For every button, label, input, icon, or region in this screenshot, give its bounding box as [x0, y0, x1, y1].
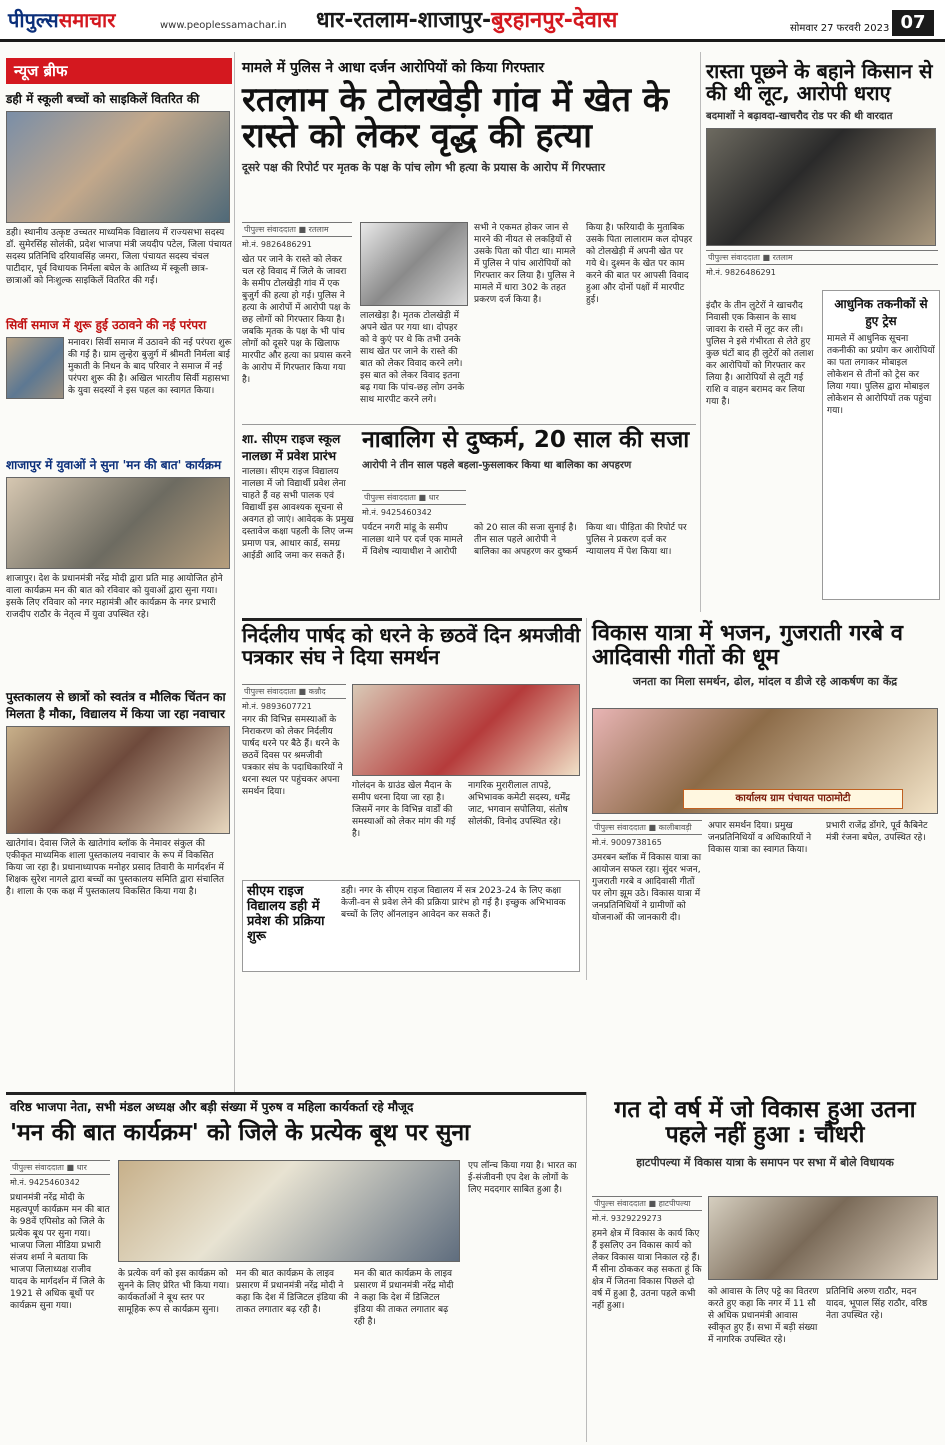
- choudhary-story: [592, 1098, 938, 1170]
- lead-body-1: खेत पर जाने के रास्ते को लेकर चल रहे विवाद में जिले के जावरा के समीप टोलखेड़ी गांव में एक बुजुर्ग की हत्या हो गई। पुलिस ने हत्या के आरोपों में आरोपी पक्ष के छह लोगों को गिरफ्तार किया है। जबकि मृतक के पक्ष के भी पांच लोगों को दूसरे पक्ष के खिलाफ मारपीट और हत्या का प्रयास करने के आरोप में गिरफ्तार किया गया है।: [242, 255, 352, 385]
- cities-red: बुरहानपुर-देवास: [491, 8, 618, 33]
- school-body: नालछा। सीएम राइज विद्यालय नालछा में जो विद्यार्थी प्रवेश लेना चाहते हैं वह सभी पालक एवं विद्यार्थी इस आवश्यक सूचना से अवगत हो जाएं। आवेदक के प्रमुख दस्तावेज कक्षा पहली के लिए जन्म प्रमाण पत्र, आधार कार्ड, समग्र आईडी आदि जमा कर सकते हैं।: [242, 467, 354, 561]
- councillor-headline: निर्दलीय पार्षद को धरने के छठवें दिन श्रमजीवी पत्रकार संघ ने दिया समर्थन: [242, 623, 581, 669]
- councillor-body-3: नागरिक मुरारीलाल तापड़े, अभिभावक कमेटी सदस्य, धर्मेंद्र जाट, भगवान सपोलिया, संतोष सोलंकी, विनोद उपस्थित रहे।: [468, 781, 570, 827]
- story-body: डही। स्थानीय उत्कृष्ट उच्चतर माध्यमिक विद्यालय में राज्यसभा सदस्य डॉ. सुमेरसिंह सोलंकी, प्रदेश भाजपा मंत्री जयदीप पटेल, जिला पंचायत सदस्य प्रतिनिधि दरियावसिंह जमरा, जिला पंचायत सदस्य चंचल पाटीदार, पूर्व विधायक निर्मला बघेल के आतिथ्य में स्कूली छात्र-छात्राओं को निःशुल्क साइकिलें वितरित की गईं।: [6, 228, 232, 286]
- nalchha-school-story: [242, 430, 354, 464]
- councillor-byline-block: [242, 684, 346, 712]
- rape-body: पर्यटन नगरी मांडू के समीप नालछा थाने पर दर्ज एक मामले में विशेष न्यायाधीश ने आरोपी को 20 साल की सजा सुनाई है। तीन साल पहले आरोपी ने बालिका का अपहरण कर दुष्कर्म किया था। पीड़िता की रिपोर्ट पर पुलिस ने प्रकरण दर्ज कर न्यायालय में पेश किया था।: [362, 523, 687, 557]
- mkb-body-3b: मन की बात कार्यक्रम के लाइव प्रसारण में प्रधानमंत्री नरेंद्र मोदी ने कहा कि देश में डिजिटल इंडिया की ताकत लगातार बढ़ रही है।: [354, 1269, 454, 1327]
- issue-date: सोमवार 27 फरवरी 2023: [790, 23, 890, 34]
- councillor-byline: पीपुल्स संवाददाता ■ कन्नौद: [242, 684, 346, 699]
- sidebar-story-3: [6, 456, 232, 693]
- rape-headline: नाबालिग से दुष्कर्म, 20 साल की सजा: [362, 427, 690, 453]
- councillor-body-2: गोलंदन के ग्राउंड खेल मैदान के समीप धरना दिया जा रहा है। जिसमें नगर के विभिन्न वार्डों की समस्याओं को लेकर मांग की गई है।: [352, 781, 456, 839]
- vikas-yatra-photo: [592, 708, 938, 814]
- robbery-body: इंदौर के तीन लुटेरों ने खाचरौद निवासी एक किसान के साथ जावरा के रास्ते में लूट कर ली। पुलिस ने इसे गंभीरता से लेते हुए कुछ घंटों बाद ही लुटेरों को तलाश कर आरोपियों को गिरफ्तार कर लिया है। आरोपियों से लूटी गई राशि व वाहन बरामद कर लिया गया है।: [706, 301, 814, 407]
- lead-body-2: लालखेड़ा है। मृतक टोलखेड़ी में अपने खेत पर गया था। दोपहर को वे कुएं पर थे कि तभी उनके साथ खेत पर जाने के रास्ते की बात को लेकर विवाद करने लगे। इस बात को लेकर विवाद इतना बढ़ गया कि पांच-छह लोग उनके साथ मारपीट करने लगे।: [360, 311, 465, 405]
- library-photo: [6, 726, 230, 834]
- logo-main: पीपुल्स: [8, 8, 59, 32]
- sidebar-story-4: [6, 688, 232, 994]
- choudhary-rally-photo: [708, 1196, 938, 1280]
- lead-byline-block: [242, 222, 352, 424]
- rape-byline-block: [362, 490, 466, 518]
- robbery-mobile: मो.नं. 9826486291: [706, 268, 776, 277]
- choudhary-body-3: प्रतिनिधि अरुण राठौर, मदन यादव, भूपाल सिंह राठौर, वरिष्ठ नेता उपस्थित रहे।: [826, 1287, 928, 1321]
- mann-ki-baat-story: [10, 1098, 580, 1146]
- school-cycle-photo: [6, 111, 230, 223]
- mkb-kicker: वरिष्ठ भाजपा नेता, सभी मंडल अध्यक्ष और बड़ी संख्या में पुरुष व महिला कार्यकर्ता रहे मौजूद: [10, 1100, 414, 1114]
- vikas-byline: पीपुल्स संवाददाता ■ कालीबावड़ी: [592, 820, 702, 835]
- arrested-accused-photo: [706, 128, 936, 246]
- vikas-dek: जनता का मिला समर्थन, ढोल, मांदल व डीजे रहे आकर्षण का केंद्र: [632, 675, 898, 689]
- lead-dek: दूसरे पक्ष की रिपोर्ट पर मृतक के पक्ष के पांच लोग भी हत्या के प्रयास के आरोप में गिरफ्तार: [242, 161, 605, 175]
- protest-photo: [352, 684, 580, 776]
- rape-byline: पीपुल्स संवाददाता ■ धार: [362, 490, 466, 505]
- vikas-body-1: उमरबन ब्लॉक में विकास यात्रा का आयोजन सफल रहा। सुंदर भजन, गुजराती गरबे व आदिवासी गीतों पर लोग झूम उठे। विकास यात्रा में जनप्रतिनिधियों ने ग्रामीणों को योजनाओं की जानकारी दी।: [592, 853, 702, 923]
- mkb-body-2: के प्रत्येक वर्ग को इस कार्यक्रम को सुनने के लिए प्रेरित भी किया गया। कार्यकर्ताओं ने बूथ स्तर पर सामूहिक रूप से कार्यक्रम सुना।: [118, 1269, 230, 1315]
- divider: [586, 618, 587, 980]
- news-brief-title: न्यूज ब्रीफ: [6, 58, 232, 84]
- portrait-photo: [6, 337, 64, 399]
- robbery-byline: पीपुल्स संवाददाता ■ रतलाम: [706, 250, 938, 265]
- choudhary-byline: पीपुल्स संवाददाता ■ हाटपीपल्या: [592, 1196, 702, 1211]
- lead-kicker: मामले में पुलिस ने आधा दर्जन आरोपियों को किया गिरफ्तार: [242, 60, 545, 76]
- councillor-mobile: मो.नं. 9893607721: [242, 702, 312, 711]
- newspaper-logo[interactable]: [8, 6, 115, 33]
- story-body: खातेगांव। देवास जिले के खातेगांव ब्लॉक के नेमावर संकुल की एकीकृत माध्यमिक शाला पुस्तकालय नवाचार के रूप में विकसित किया जा रहा है। प्रधानाध्यापक मनोहर प्रसाद तिवारी के मार्गदर्शन में शिक्षक सुरेश नागले द्वारा बच्चों का पुस्तकालय समिति द्वारा संचालित है। शाला के एक कक्ष में पुस्तकालय विकसित किया गया है।: [6, 839, 225, 897]
- cm-rise-dahi-box: [242, 880, 580, 972]
- website-link[interactable]: www.peoplessamachar.in: [160, 20, 287, 31]
- rape-story: [362, 428, 696, 471]
- lead-body-3: सभी ने एकमत होकर जान से मारने की नीयत से लकड़ियों से उसके पिता को पीटा था। मामले में पुलिस ने पांच आरोपियों को गिरफ्तार कर लिया है। पुलिस ने मामले में धारा 302 के तहत प्रकरण दर्ज किया है।: [474, 223, 576, 305]
- choudhary-dek: हाटपीपल्या में विकास यात्रा के समापन पर सभा में बोले विधायक: [636, 1155, 894, 1169]
- mkb-group-photo: [118, 1160, 460, 1262]
- vikas-yatra-story: [592, 622, 938, 689]
- vikas-byline-block: [592, 820, 702, 848]
- story-headline: डही में स्कूली बच्चों को साइकिलें वितरित की: [6, 92, 200, 106]
- cities-black: धार-रतलाम-शाजापुर-: [316, 8, 492, 33]
- choudhary-body-1: हमने क्षेत्र में विकास के कार्य किए हैं इसलिए उन विकास कार्य को लेकर विकास यात्रा निकाल रहे हैं। मैं सीना ठोककर कह सकता हूं कि क्षेत्र में जितना विकास पिछले दो वर्ष में हुआ है, उतना पहले कभी नहीं हुआ।: [592, 1229, 702, 1311]
- lead-mobile: मो.नं. 9826486291: [242, 240, 312, 249]
- mkb-body-1: प्रधानमंत्री नरेंद्र मोदी के महत्वपूर्ण कार्यक्रम मन की बात के 98वें एपिसोड को जिले के प्रत्येक बूथ पर सुना गया। भाजपा जिला मीडिया प्रभारी संजय शर्मा ने बताया कि भाजपा जिलाध्यक्ष राजीव यादव के मार्गदर्शन में जिले के 1921 से अधिक बूथों पर कार्यक्रम सुना गया।: [10, 1193, 110, 1311]
- choudhary-byline-block: [592, 1196, 702, 1224]
- divider: [586, 1092, 587, 1442]
- logo-accent: समाचार: [58, 8, 116, 32]
- sidebar-story-1: [6, 90, 232, 323]
- vikas-body-3: प्रभारी राजेंद्र डोंगरे, पूर्व कैबिनेट मंत्री रंजना बघेल, उपस्थित रहे।: [826, 821, 928, 843]
- story-headline: शाजापुर में युवाओं ने सुना 'मन की बात' कार्यक्रम: [6, 458, 222, 472]
- tech-box-body: मामले में आधुनिक सूचना तकनीकी का प्रयोग कर आरोपियों का पता लगाकर मोबाइल लोकेशन से तीनों को ट्रेस कर लिया गया। पुलिस द्वारा मोबाइल लोकेशन से आरोपियों तक पहुंचा गया।: [827, 334, 935, 416]
- divider: [6, 1092, 586, 1095]
- crime-scene-photo: [360, 222, 468, 306]
- lead-byline: पीपुल्स संवाददाता ■ रतलाम: [242, 222, 352, 237]
- masthead: [0, 0, 945, 42]
- panchayat-banner: कार्यालय ग्राम पंचायत पाठामोटी: [683, 789, 903, 809]
- right-divider: [700, 52, 701, 612]
- divider: [242, 424, 696, 425]
- sidebar-story-2: [6, 316, 232, 447]
- cm-rise-body: डही। नगर के सीएम राइज विद्यालय में सत्र 2023-24 के लिए कक्षा केजी-वन से प्रवेश लेने की प्रक्रिया प्रारंभ हो गई है। इच्छुक अभिभावक बच्चों के लिए ऑनलाइन आवेदन कर सकते हैं।: [341, 886, 566, 920]
- school-headline: शा. सीएम राइज स्कूल नालछा में प्रवेश प्रारंभ: [242, 432, 341, 463]
- choudhary-body-2: को आवास के लिए पट्टे का वितरण करते हुए कहा कि नगर में 11 सौ से अधिक प्रधानमंत्री आवास स्वीकृत हुए हैं। सभा में बड़ी संख्या में नागरिक उपस्थित रहे।: [708, 1287, 819, 1345]
- vikas-mobile: मो.नं. 9009738165: [592, 838, 662, 847]
- rape-dek: आरोपी ने तीन साल पहले बहला-फुसलाकर किया था बालिका का अपहरण: [362, 460, 632, 472]
- lead-body-4: किया है। फरियादी के मुताबिक उसके पिता लालाराम कल दोपहर को टोलखेड़ी में अपनी खेत पर गये थे। दुश्मन के खेत पर काम करने की बात पर आपसी विवाद हुआ और दोनों पक्षों में मारपीट हुई।: [586, 223, 693, 305]
- councillor-story: [242, 624, 582, 668]
- sidebar-divider: [234, 52, 235, 1092]
- page-cities-header: [316, 4, 617, 34]
- divider: [242, 618, 582, 621]
- mkb-byline: पीपुल्स संवाददाता ■ धार: [10, 1160, 110, 1175]
- choudhary-mobile: मो.नं. 9329229273: [592, 1214, 662, 1223]
- lead-headline: रतलाम के टोलखेड़ी गांव में खेत के रास्ते को लेकर वृद्ध की हत्या: [242, 80, 669, 156]
- story-headline: सिर्वी समाज में शुरू हुई उठावने की नई परंपरा: [6, 318, 207, 332]
- vikas-body-2: अपार समर्थन दिया। प्रमुख जनप्रतिनिधियों व अधिकारियों ने विकास यात्रा का स्वागत किया।: [708, 821, 812, 855]
- councillor-body-1: नगर की विभिन्न समस्याओं के निराकरण को लेकर निर्दलीय पार्षद धरने पर बैठे हैं। धरने के छठवें दिवस पर श्रमजीवी पत्रकार संघ के पदाधिकारियों ने धरना स्थल पर पहुंचकर अपना समर्थन दिया।: [242, 715, 343, 797]
- mkb-body-3: मन की बात कार्यक्रम के लाइव प्रसारण में प्रधानमंत्री नरेंद्र मोदी ने कहा कि देश में डिजिटल इंडिया की ताकत लगातार बढ़ रही है।: [236, 1269, 348, 1315]
- mkb-body-4: एप लॉन्च किया गया है। भारत का ई-संजीवनी एप देश के लोगों के लिए मददगार साबित हुआ है।: [468, 1161, 577, 1195]
- tech-box-title: आधुनिक तकनीकों से हुए ट्रेस: [834, 297, 928, 328]
- robbery-story: [706, 60, 938, 278]
- mkb-mobile: मो.नं. 9425460342: [10, 1178, 80, 1187]
- page-number: 07: [892, 10, 934, 36]
- youth-gathering-photo: [6, 477, 230, 569]
- mkb-byline-block: [10, 1160, 110, 1188]
- cm-rise-headline: सीएम राइज विद्यालय डही में प्रवेश की प्रक्रिया शुरू: [247, 884, 325, 944]
- mkb-headline: 'मन की बात कार्यक्रम' को जिले के प्रत्येक बूथ पर सुना: [10, 1120, 471, 1146]
- rape-mobile: मो.नं. 9425460342: [362, 508, 432, 517]
- tech-tracing-box: [822, 290, 940, 600]
- vikas-headline: विकास यात्रा में भजन, गुजराती गरबे व आदिवासी गीतों की धूम: [592, 621, 903, 671]
- choudhary-headline: गत दो वर्ष में जो विकास हुआ उतना पहले नहीं हुआ : चौधरी: [614, 1097, 916, 1149]
- story-headline: पुस्तकालय से छात्रों को स्वतंत्र व मौलिक चिंतन का मिलता है मौका, विद्यालय में किया जा रहा नवाचार: [6, 690, 226, 721]
- lead-story: [242, 58, 692, 175]
- robbery-dek: बदमाशों ने बढ़ावदा-खाचरौद रोड पर की थी वारदात: [706, 111, 893, 122]
- story-body: मनावर। सिर्वी समाज में उठावने की नई परंपरा शुरू की गई है। ग्राम लुन्हेरा बुजुर्ग में श्रीमती निर्मला बाई मुकाती के निधन के बाद परिवार ने समाज में नई परंपरा शुरू की है। अखिल भारतीय सिर्वी महासभा के युवा सदस्यों ने इस पहल का स्वागत किया।: [68, 338, 232, 396]
- robbery-headline: रास्ता पूछने के बहाने किसान से की थी लूट, आरोपी धराए: [706, 59, 933, 105]
- story-body: शाजापुर। देश के प्रधानमंत्री नरेंद्र मोदी द्वारा प्रति माह आयोजित होने वाला कार्यक्रम मन की बात को रविवार को युवाओं द्वारा सुना गया। इसके लिए रविवार को नगर महामंत्री और कार्यक्रम के नगर प्रभारी राजदीप राठौर के नेतृत्व में युवा उपस्थित रहे।: [6, 574, 223, 620]
